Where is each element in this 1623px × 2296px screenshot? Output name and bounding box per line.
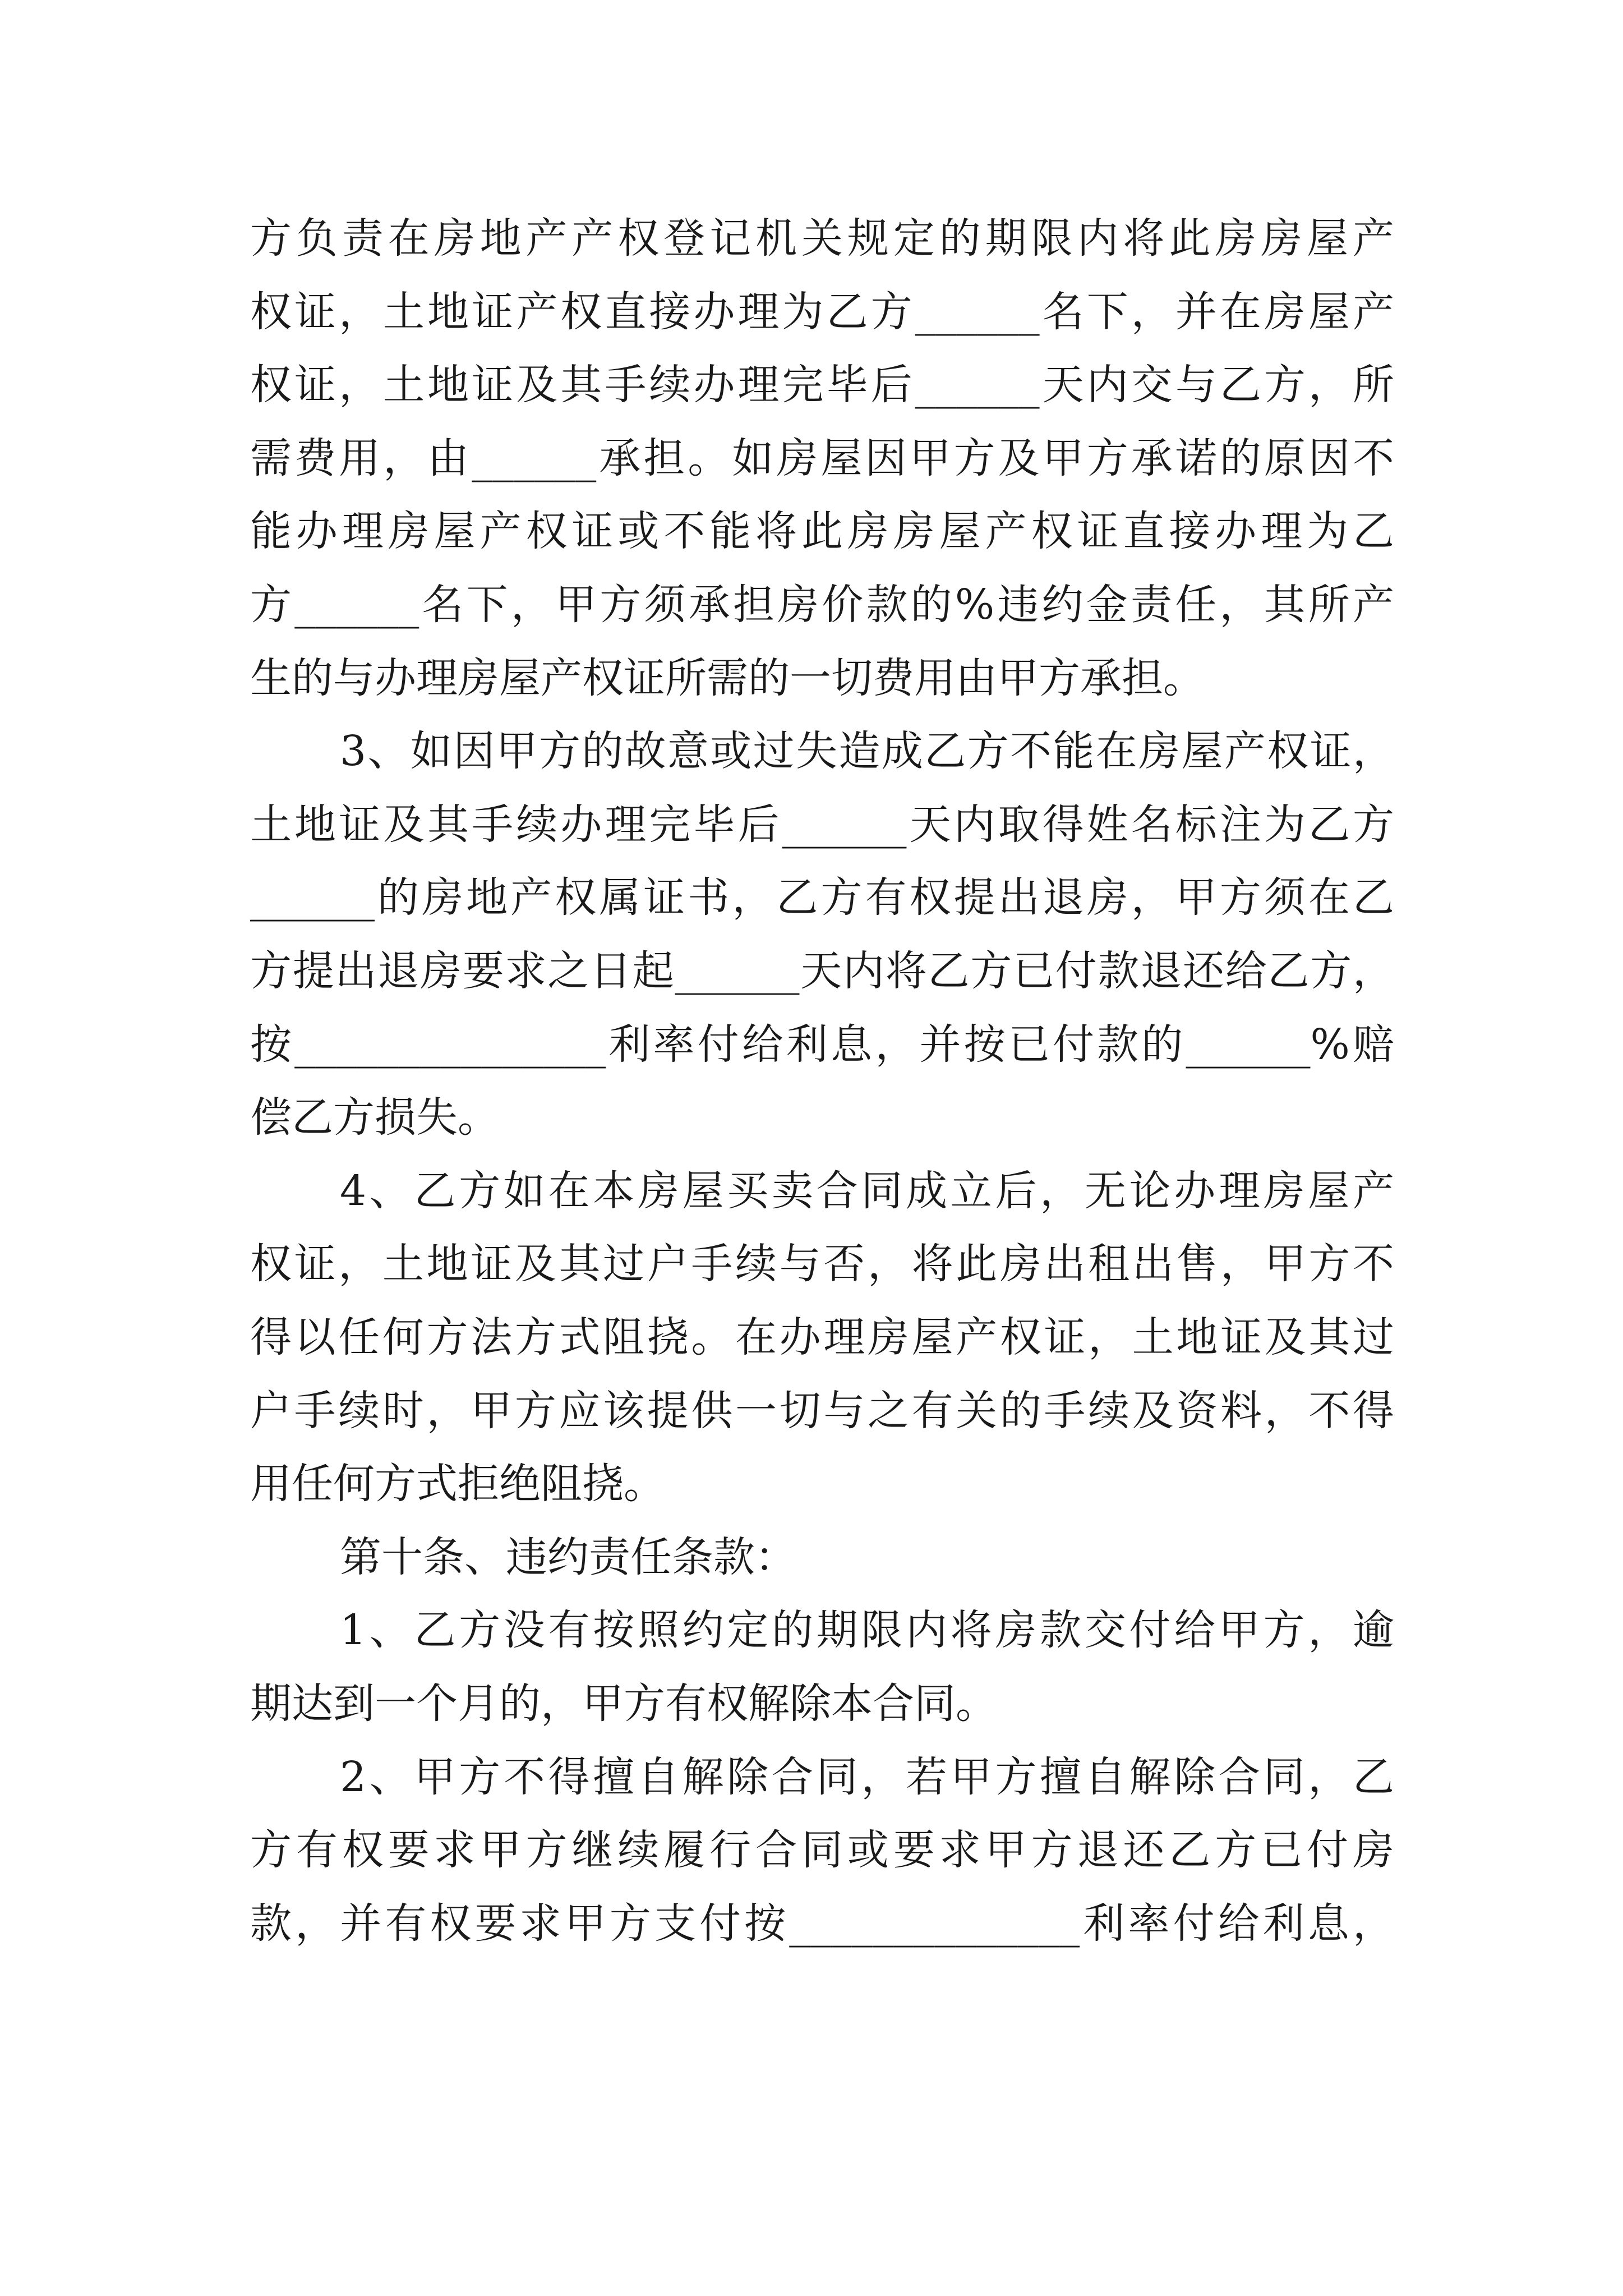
- text-line: 1、乙方没有按照约定的期限内将房款交付给甲方，逾: [340, 1606, 1394, 1654]
- text-line: 偿乙方损失。: [250, 1093, 499, 1142]
- text-line: 方______名下，甲方须承担房价款的%违约金责任，其所产: [250, 581, 1394, 629]
- text-line: 用任何方式拒绝阻挠。: [250, 1460, 665, 1508]
- text-line: 方有权要求甲方继续履行合同或要求甲方退还乙方已付房: [250, 1826, 1394, 1874]
- text-line: 按_______________利率付给利息，并按已付款的______%赔: [250, 1020, 1394, 1069]
- text-line: 权证，土地证及其手续办理完毕后______天内交与乙方，所: [250, 361, 1394, 409]
- text-line: 3、如因甲方的故意或过失造成乙方不能在房屋产权证，: [340, 727, 1394, 775]
- text-line: 款，并有权要求甲方支付按______________利率付给利息，: [250, 1899, 1394, 1948]
- text-line: 得以任何方法方式阻挠。在办理房屋产权证，土地证及其过: [250, 1313, 1394, 1361]
- text-line: 生的与办理房屋产权证所需的一切费用由甲方承担。: [250, 654, 1205, 702]
- text-line: 4、乙方如在本房屋买卖合同成立后，无论办理房屋产: [340, 1167, 1394, 1215]
- text-line: 权证，土地证产权直接办理为乙方______名下，并在房屋产: [250, 288, 1394, 336]
- text-line: 需费用，由______承担。如房屋因甲方及甲方承诺的原因不: [250, 434, 1394, 482]
- text-line: 第十条、违约责任条款：: [340, 1533, 796, 1581]
- text-line: 权证，土地证及其过户手续与否，将此房出租出售，甲方不: [250, 1240, 1394, 1288]
- text-line: 土地证及其手续办理完毕后______天内取得姓名标注为乙方: [250, 800, 1394, 849]
- text-line: 能办理房屋产权证或不能将此房房屋产权证直接办理为乙: [250, 507, 1394, 555]
- text-line: 期达到一个月的，甲方有权解除本合同。: [250, 1680, 997, 1728]
- text-line: ______的房地产权属证书，乙方有权提出退房，甲方须在乙: [250, 873, 1394, 922]
- text-line: 方负责在房地产产权登记机关规定的期限内将此房房屋产: [250, 214, 1394, 263]
- text-line: 方提出退房要求之日起______天内将乙方已付款退还给乙方，: [250, 947, 1394, 995]
- text-line: 户手续时，甲方应该提供一切与之有关的手续及资料，不得: [250, 1387, 1394, 1435]
- text-line: 2、甲方不得擅自解除合同，若甲方擅自解除合同，乙: [340, 1753, 1394, 1801]
